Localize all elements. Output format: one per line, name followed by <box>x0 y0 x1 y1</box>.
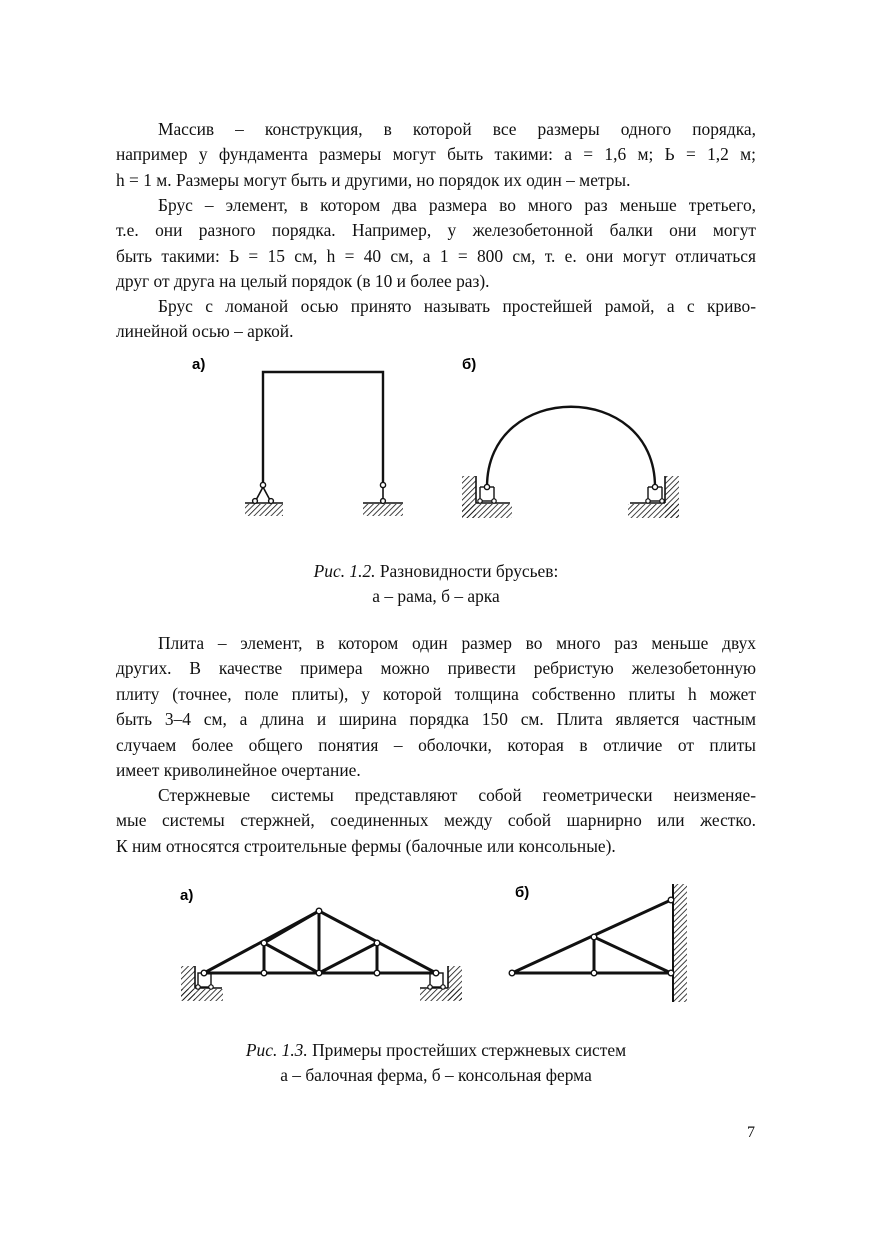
caption-legend: а – рама, б – арка <box>372 586 500 606</box>
figure-label-a: а) <box>192 356 206 373</box>
caption-title: Примеры простейших стержневых систем <box>307 1040 627 1060</box>
cantilever-truss-diagram <box>509 884 687 1002</box>
text-line: Плита – элемент, в котором один размер во много раз меньше двух <box>158 633 756 653</box>
beam-truss-diagram <box>181 908 462 1001</box>
text-line: Массив – конструкция, в которой все размеры одного порядка, <box>158 119 756 139</box>
caption-legend: а – балочная ферма, б – консольная ферма <box>280 1065 592 1085</box>
text-line: h = 1 м. Размеры могут быть и другими, но порядок их один – метры. <box>116 169 631 190</box>
text-line: К ним относятся строительные фермы (балочные или консольные). <box>116 835 616 856</box>
text-line: имеет криволинейное очертание. <box>116 760 361 781</box>
figure-label-b: б) <box>462 356 477 373</box>
text-line: друг от друга на целый порядок (в 10 и более раз). <box>116 271 490 292</box>
caption-figure-number: Рис. 1.2. <box>313 561 376 581</box>
figure-label-b: б) <box>515 884 530 901</box>
text-line: Брус – элемент, в котором два размера во много раз меньше третьего, <box>158 195 756 215</box>
page-number: 7 <box>747 1124 755 1141</box>
text-line: Стержневые системы представляют собой геометрически неизменяе- <box>158 785 756 805</box>
text-line: т.е. они разного порядка. Например, у железобетонной балки они могут <box>116 220 756 241</box>
text-line: Брус с ломаной осью принято называть простейшей рамой, а с криво- <box>158 296 756 316</box>
text-line: случаем более общего понятия – оболочки, которая в отличие от плиты <box>116 734 756 755</box>
caption-figure-number: Рис. 1.3. <box>245 1040 308 1060</box>
text-line: например у фундамента размеры могут быть такими: a = 1,6 м; Ь = 1,2 м; <box>116 144 756 165</box>
text-line: плиту (точнее, поле плиты), у которой толщина собственно плиты h может <box>116 683 756 704</box>
text-line: других. В качестве примера можно привести ребристую железобетонную <box>116 658 756 679</box>
text-line: линейной осью – аркой. <box>116 321 294 342</box>
text-line: быть такими: Ь = 15 см, h = 40 см, a 1 = 800 см, т. е. они могут отличаться <box>116 245 756 266</box>
text-line: быть 3–4 см, а длина и ширина порядка 150 см. Плита является частным <box>116 709 756 730</box>
caption-title: Разновидности брусьев: <box>375 561 559 581</box>
figure-caption-1-3 <box>116 1038 756 1088</box>
figure-label-a: а) <box>180 887 194 904</box>
text-line: мые системы стержней, соединенных между собой шарнирно или жестко. <box>116 810 756 831</box>
